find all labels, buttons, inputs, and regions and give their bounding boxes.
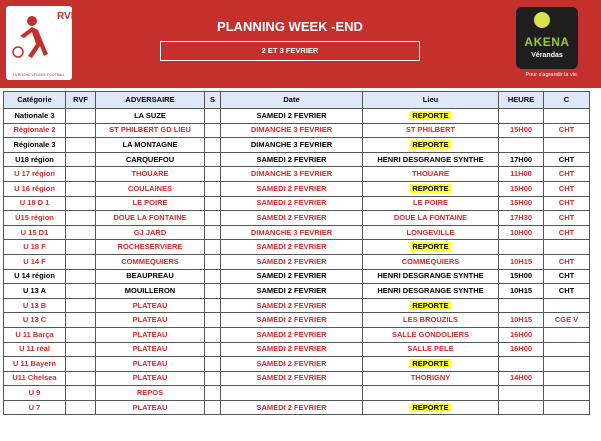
rvf-cell — [66, 211, 96, 226]
time-cell: 15H00 — [499, 269, 544, 284]
s-cell — [205, 138, 221, 153]
s-cell — [205, 109, 221, 124]
header-lieu: Lieu — [363, 92, 499, 109]
time-cell: 15H00 — [499, 196, 544, 211]
rvf-cell — [66, 371, 96, 386]
table-row — [4, 196, 590, 211]
header-rvf: RVF — [66, 92, 96, 109]
venue-cell — [363, 327, 499, 342]
rvf-cell — [66, 357, 96, 372]
date-cell: SAMEDI 2 FEVRIER — [221, 254, 363, 269]
category-cell: U 7 — [4, 400, 66, 415]
s-cell — [205, 371, 221, 386]
time-cell — [499, 240, 544, 255]
venue-cell — [363, 167, 499, 182]
opponent-cell: GJ JARD — [96, 225, 205, 240]
page-title: PLANNING WEEK -END — [217, 19, 363, 34]
opponent-cell: LE POIRE — [96, 196, 205, 211]
venue-cell — [363, 138, 499, 153]
date-cell: SAMEDI 2 FEVRIER — [221, 342, 363, 357]
rvf-cell — [66, 342, 96, 357]
s-cell — [205, 284, 221, 299]
date-cell: DIMANCHE 3 FEVRIER — [221, 138, 363, 153]
rvf-cell — [66, 138, 96, 153]
venue-cell — [363, 386, 499, 401]
table-row — [4, 327, 590, 342]
table-row — [4, 400, 590, 415]
reporte-badge: REPORTE — [412, 358, 449, 368]
opponent-cell: PLATEAU — [96, 342, 205, 357]
category-cell: U 13 A — [4, 284, 66, 299]
s-cell — [205, 196, 221, 211]
date-cell: SAMEDI 2 FEVRIER — [221, 196, 363, 211]
s-cell — [205, 313, 221, 328]
category-cell: U 11 réal — [4, 342, 66, 357]
reporte-badge: REPORTE — [412, 183, 449, 193]
venue-cell — [363, 109, 499, 124]
venue-cell — [363, 371, 499, 386]
category-cell: U 14 région — [4, 269, 66, 284]
opponent-cell: CARQUEFOU — [96, 152, 205, 167]
c-cell: CHT — [544, 225, 590, 240]
header-heure: HEURE — [499, 92, 544, 109]
date-cell: SAMEDI 2 FEVRIER — [221, 357, 363, 372]
s-cell — [205, 181, 221, 196]
opponent-cell: MOUILLERON — [96, 284, 205, 299]
venue-label: SALLE PELE — [407, 344, 454, 354]
c-cell: CHT — [544, 167, 590, 182]
venue-cell — [363, 298, 499, 313]
c-cell — [544, 109, 590, 124]
time-cell: 15H00 — [499, 181, 544, 196]
venue-cell — [363, 400, 499, 415]
header-adversaire: ADVERSAIRE — [96, 92, 205, 109]
rvf-cell — [66, 109, 96, 124]
time-cell: 16H00 — [499, 327, 544, 342]
time-cell: 17H00 — [499, 152, 544, 167]
header-c: C — [544, 92, 590, 109]
category-cell: U18 région — [4, 152, 66, 167]
date-cell: SAMEDI 2 FEVRIER — [221, 152, 363, 167]
opponent-cell: ST PHILBERT GD LIEU — [96, 123, 205, 138]
s-cell — [205, 342, 221, 357]
c-cell: CGE V — [544, 313, 590, 328]
s-cell — [205, 152, 221, 167]
header-banner — [0, 0, 601, 88]
category-cell: U 18 D 1 — [4, 196, 66, 211]
c-cell — [544, 357, 590, 372]
table-row — [4, 254, 590, 269]
category-cell: U 15 D1 — [4, 225, 66, 240]
s-cell — [205, 254, 221, 269]
s-cell — [205, 357, 221, 372]
table-row — [4, 342, 590, 357]
opponent-cell: DOUE LA FONTAINE — [96, 211, 205, 226]
date-cell: SAMEDI 2 FEVRIER — [221, 181, 363, 196]
opponent-cell: PLATEAU — [96, 298, 205, 313]
rvf-cell — [66, 284, 96, 299]
category-cell: U 11 Bayern — [4, 357, 66, 372]
s-cell — [205, 327, 221, 342]
reporte-badge: REPORTE — [412, 402, 449, 412]
s-cell — [205, 298, 221, 313]
c-cell: CHT — [544, 123, 590, 138]
time-cell: 16H00 — [499, 342, 544, 357]
opponent-cell: COMMEQUIERS — [96, 254, 205, 269]
c-cell — [544, 386, 590, 401]
date-cell: SAMEDI 2 FEVRIER — [221, 371, 363, 386]
c-cell — [544, 400, 590, 415]
s-cell — [205, 167, 221, 182]
table-row — [4, 357, 590, 372]
c-cell — [544, 342, 590, 357]
date-cell: SAMEDI 2 FEVRIER — [221, 313, 363, 328]
venue-label: ST PHILBERT — [405, 125, 456, 135]
s-cell — [205, 123, 221, 138]
table-header-row — [4, 92, 590, 109]
venue-cell — [363, 240, 499, 255]
weekend-dates: 2 ET 3 FEVRIER — [160, 41, 420, 61]
rvf-cell — [66, 327, 96, 342]
time-cell — [499, 386, 544, 401]
opponent-cell: PLATEAU — [96, 357, 205, 372]
schedule-table — [3, 91, 590, 415]
category-cell: U 18 F — [4, 240, 66, 255]
date-cell: SAMEDI 2 FEVRIER — [221, 109, 363, 124]
reporte-badge: REPORTE — [412, 242, 449, 252]
opponent-cell: ROCHESERVIERE — [96, 240, 205, 255]
rvf-cell — [66, 386, 96, 401]
header-categorie: Catégorie — [4, 92, 66, 109]
c-cell: CHT — [544, 152, 590, 167]
opponent-cell: LA SUZE — [96, 109, 205, 124]
category-cell: Régionale 3 — [4, 138, 66, 153]
opponent-cell: THOUARE — [96, 167, 205, 182]
table-row — [4, 138, 590, 153]
rvf-cell — [66, 254, 96, 269]
tennis-ball-icon — [534, 12, 550, 28]
sponsor-name: AKENA — [524, 35, 570, 49]
venue-label: HENRI DESGRANGE SYNTHE — [377, 154, 484, 164]
category-cell: U 9 — [4, 386, 66, 401]
s-cell — [205, 269, 221, 284]
table-row — [4, 371, 590, 386]
time-cell: 11H00 — [499, 167, 544, 182]
s-cell — [205, 225, 221, 240]
sponsor-tagline: Pour s'agrandir la vie. — [525, 72, 579, 78]
venue-cell — [363, 254, 499, 269]
opponent-cell: PLATEAU — [96, 327, 205, 342]
venue-label: SALLE GONDOLIERS — [391, 329, 470, 339]
club-logo-letters: RVF — [57, 11, 77, 22]
reporte-badge: REPORTE — [412, 300, 449, 310]
venue-label: LONGEVILLE — [406, 227, 455, 237]
table-row — [4, 152, 590, 167]
date-cell: SAMEDI 2 FEVRIER — [221, 327, 363, 342]
sponsor-subtitle: Vérandas — [531, 52, 563, 59]
c-cell — [544, 298, 590, 313]
date-cell: SAMEDI 2 FEVRIER — [221, 240, 363, 255]
table-row — [4, 298, 590, 313]
c-cell — [544, 240, 590, 255]
s-cell — [205, 211, 221, 226]
c-cell — [544, 327, 590, 342]
s-cell — [205, 400, 221, 415]
category-cell: U11 Chelsea — [4, 371, 66, 386]
c-cell: CHT — [544, 269, 590, 284]
category-cell: U 14 F — [4, 254, 66, 269]
club-logo — [6, 6, 77, 80]
header-date: Date — [221, 92, 363, 109]
venue-cell — [363, 225, 499, 240]
category-cell: U 17 région — [4, 167, 66, 182]
time-cell: 10H00 — [499, 225, 544, 240]
category-cell: Nationale 3 — [4, 109, 66, 124]
s-cell — [205, 386, 221, 401]
rvf-cell — [66, 196, 96, 211]
time-cell: 17H30 — [499, 211, 544, 226]
table-row — [4, 284, 590, 299]
c-cell — [544, 371, 590, 386]
rvf-cell — [66, 123, 96, 138]
time-cell — [499, 298, 544, 313]
date-cell — [221, 386, 363, 401]
table-row — [4, 313, 590, 328]
table-row — [4, 211, 590, 226]
football-player-icon — [10, 12, 54, 64]
opponent-cell: PLATEAU — [96, 400, 205, 415]
table-row — [4, 181, 590, 196]
c-cell: CHT — [544, 181, 590, 196]
venue-cell — [363, 357, 499, 372]
venue-cell — [363, 313, 499, 328]
table-row — [4, 269, 590, 284]
time-cell — [499, 138, 544, 153]
rvf-cell — [66, 181, 96, 196]
time-cell — [499, 109, 544, 124]
date-cell: DIMANCHE 3 FEVRIER — [221, 123, 363, 138]
opponent-cell: REPOS — [96, 386, 205, 401]
table-row — [4, 225, 590, 240]
venue-cell — [363, 269, 499, 284]
rvf-cell — [66, 152, 96, 167]
category-cell: U 13 B — [4, 298, 66, 313]
venue-label: LES BROUZILS — [402, 315, 458, 325]
time-cell: 14H00 — [499, 371, 544, 386]
c-cell: CHT — [544, 211, 590, 226]
c-cell: CHT — [544, 284, 590, 299]
table-row — [4, 240, 590, 255]
time-cell: 10H15 — [499, 313, 544, 328]
table-row — [4, 386, 590, 401]
sponsor-logo — [516, 7, 578, 69]
venue-label: COMMEQUIERS — [401, 256, 460, 266]
category-cell: U 13 C — [4, 313, 66, 328]
opponent-cell: LA MONTAGNE — [96, 138, 205, 153]
opponent-cell: PLATEAU — [96, 371, 205, 386]
venue-label: LE POIRE — [412, 198, 448, 208]
venue-cell — [363, 123, 499, 138]
reporte-badge: REPORTE — [412, 110, 449, 120]
venue-label: DOUE LA FONTAINE — [393, 212, 468, 222]
date-cell: SAMEDI 2 FEVRIER — [221, 298, 363, 313]
club-logo-tagline: LA ROCHE VENDEE FOOTBALL — [12, 73, 66, 77]
venue-label: HENRI DESGRANGE SYNTHE — [377, 285, 484, 295]
time-cell: 15H00 — [499, 123, 544, 138]
time-cell — [499, 357, 544, 372]
date-cell: SAMEDI 2 FEVRIER — [221, 284, 363, 299]
category-cell: U15 région — [4, 211, 66, 226]
table-row — [4, 123, 590, 138]
opponent-cell: PLATEAU — [96, 313, 205, 328]
rvf-cell — [66, 225, 96, 240]
venue-cell — [363, 196, 499, 211]
date-cell: SAMEDI 2 FEVRIER — [221, 400, 363, 415]
venue-cell — [363, 152, 499, 167]
venue-cell — [363, 211, 499, 226]
s-cell — [205, 240, 221, 255]
date-cell: DIMANCHE 3 FEVRIER — [221, 167, 363, 182]
venue-label: THOUARE — [411, 169, 450, 179]
rvf-cell — [66, 400, 96, 415]
time-cell: 10H15 — [499, 254, 544, 269]
c-cell: CHT — [544, 196, 590, 211]
venue-cell — [363, 181, 499, 196]
venue-label: HENRI DESGRANGE SYNTHE — [377, 271, 484, 281]
c-cell: CHT — [544, 254, 590, 269]
date-cell: DIMANCHE 3 FEVRIER — [221, 225, 363, 240]
category-cell: U 11 Barça — [4, 327, 66, 342]
rvf-cell — [66, 298, 96, 313]
opponent-cell: COULAINES — [96, 181, 205, 196]
date-cell: SAMEDI 2 FEVRIER — [221, 211, 363, 226]
opponent-cell: BEAUPREAU — [96, 269, 205, 284]
time-cell — [499, 400, 544, 415]
time-cell: 10H15 — [499, 284, 544, 299]
reporte-badge: REPORTE — [412, 139, 449, 149]
rvf-cell — [66, 269, 96, 284]
date-cell: SAMEDI 2 FEVRIER — [221, 269, 363, 284]
venue-cell — [363, 284, 499, 299]
table-row — [4, 167, 590, 182]
table-body — [4, 109, 590, 415]
venue-label: THORIGNY — [410, 373, 451, 383]
c-cell — [544, 138, 590, 153]
rvf-cell — [66, 240, 96, 255]
rvf-cell — [66, 313, 96, 328]
header-s: S — [205, 92, 221, 109]
venue-cell — [363, 342, 499, 357]
table-row — [4, 109, 590, 124]
category-cell: U 16 région — [4, 181, 66, 196]
rvf-cell — [66, 167, 96, 182]
category-cell: Régionale 2 — [4, 123, 66, 138]
